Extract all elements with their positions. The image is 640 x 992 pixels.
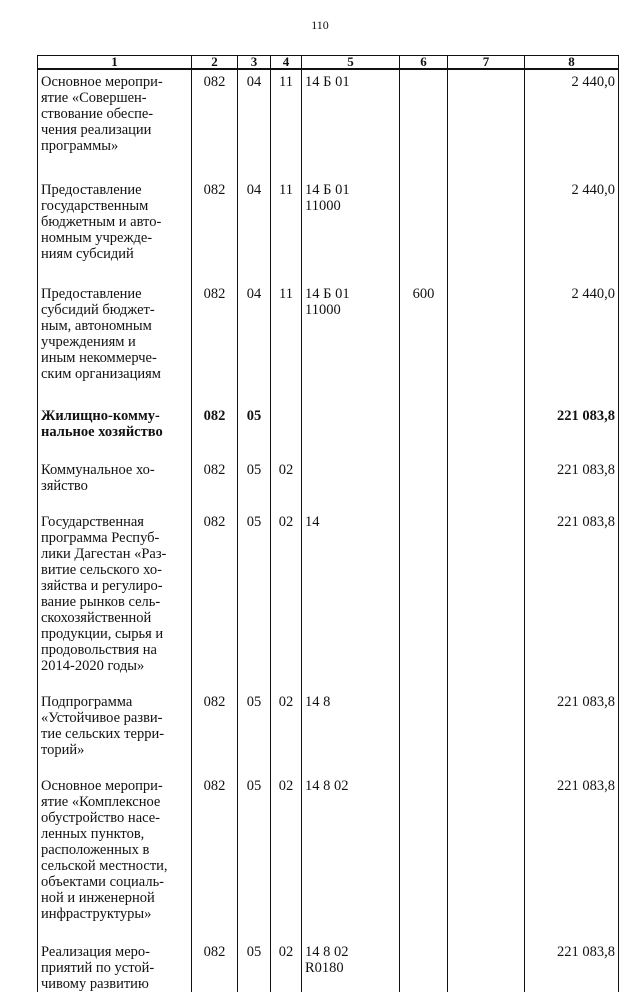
- cell-pr: 11: [271, 286, 302, 408]
- table-row: [38, 408, 619, 462]
- cell-gr: 082: [192, 778, 238, 944]
- cell-amount: 2 440,0: [525, 69, 619, 182]
- cell-pr: 02: [271, 778, 302, 944]
- budget-table: [37, 55, 619, 992]
- cell-col7: [448, 778, 525, 944]
- column-header: 3: [238, 56, 271, 70]
- cell-pr: 02: [271, 514, 302, 694]
- item-name: Реализация меро- приятий по устой- чивому развитию: [38, 944, 192, 992]
- cell-vr: [400, 778, 448, 944]
- cell-vr: [400, 408, 448, 462]
- table-row: [38, 944, 619, 992]
- cell-vr: [400, 944, 448, 992]
- cell-amount: 221 083,8: [525, 462, 619, 514]
- cell-pr: 02: [271, 694, 302, 778]
- cell-col7: [448, 944, 525, 992]
- cell-amount: 221 083,8: [525, 408, 619, 462]
- table-row: [38, 694, 619, 778]
- table-row: [38, 182, 619, 286]
- cell-amount: 2 440,0: [525, 286, 619, 408]
- cell-vr: [400, 462, 448, 514]
- item-name: Жилищно-комму- нальное хозяйство: [38, 408, 192, 462]
- cell-rz: 04: [238, 286, 271, 408]
- item-name: Основное меропри- ятие «Комплексное обустройство насе- ленных пунктов, расположенных в сельской местности, объектами социаль- ной и инженерной инфраструктуры»: [38, 778, 192, 944]
- table-row: [38, 69, 619, 182]
- table-row: [38, 286, 619, 408]
- cell-col7: [448, 408, 525, 462]
- cell-csr: 14 8 02 R0180: [302, 944, 400, 992]
- cell-csr: 14 8: [302, 694, 400, 778]
- cell-vr: [400, 182, 448, 286]
- column-header: 4: [271, 56, 302, 70]
- cell-vr: 600: [400, 286, 448, 408]
- cell-pr: 11: [271, 69, 302, 182]
- item-name: Предоставление государственным бюджетным и авто- номным учрежде- ниям субсидий: [38, 182, 192, 286]
- item-name: Предоставление субсидий бюджет- ным, автономным учреждениям и иным некоммерче- ским организациям: [38, 286, 192, 408]
- item-name: Коммунальное хо- зяйство: [38, 462, 192, 514]
- cell-gr: 082: [192, 944, 238, 992]
- cell-csr: 14 Б 01 11000: [302, 182, 400, 286]
- cell-rz: 05: [238, 462, 271, 514]
- cell-col7: [448, 182, 525, 286]
- cell-csr: 14: [302, 514, 400, 694]
- cell-pr: 11: [271, 182, 302, 286]
- column-header: 2: [192, 56, 238, 70]
- cell-col7: [448, 69, 525, 182]
- cell-rz: 05: [238, 514, 271, 694]
- page-number: 110: [311, 18, 329, 32]
- cell-csr: [302, 462, 400, 514]
- cell-pr: 02: [271, 944, 302, 992]
- cell-rz: 04: [238, 69, 271, 182]
- table-row: [38, 462, 619, 514]
- cell-amount: 221 083,8: [525, 778, 619, 944]
- cell-amount: 221 083,8: [525, 944, 619, 992]
- cell-csr: 14 8 02: [302, 778, 400, 944]
- cell-col7: [448, 462, 525, 514]
- cell-amount: 221 083,8: [525, 694, 619, 778]
- cell-vr: [400, 514, 448, 694]
- cell-rz: 05: [238, 778, 271, 944]
- cell-csr: [302, 408, 400, 462]
- column-header: 8: [525, 56, 619, 70]
- cell-col7: [448, 286, 525, 408]
- cell-vr: [400, 694, 448, 778]
- cell-csr: 14 Б 01: [302, 69, 400, 182]
- cell-pr: 02: [271, 462, 302, 514]
- cell-gr: 082: [192, 514, 238, 694]
- cell-csr: 14 Б 01 11000: [302, 286, 400, 408]
- cell-gr: 082: [192, 408, 238, 462]
- item-name: Подпрограмма «Устойчивое разви- тие сельских терри- торий»: [38, 694, 192, 778]
- column-header: 7: [448, 56, 525, 70]
- table-body: [38, 69, 619, 992]
- cell-gr: 082: [192, 286, 238, 408]
- cell-col7: [448, 694, 525, 778]
- cell-amount: 2 440,0: [525, 182, 619, 286]
- cell-vr: [400, 69, 448, 182]
- column-header: 5: [302, 56, 400, 70]
- table-row: [38, 778, 619, 944]
- column-header: 1: [38, 56, 192, 70]
- cell-rz: 05: [238, 944, 271, 992]
- cell-rz: 05: [238, 408, 271, 462]
- cell-rz: 05: [238, 694, 271, 778]
- cell-pr: [271, 408, 302, 462]
- column-header: 6: [400, 56, 448, 70]
- cell-gr: 082: [192, 694, 238, 778]
- table-row: [38, 514, 619, 694]
- item-name: Основное меропри- ятие «Совершен- ствование обеспе- чения реализации программы»: [38, 69, 192, 182]
- cell-amount: 221 083,8: [525, 514, 619, 694]
- cell-gr: 082: [192, 462, 238, 514]
- cell-col7: [448, 514, 525, 694]
- header-row: [38, 56, 619, 70]
- cell-gr: 082: [192, 69, 238, 182]
- cell-gr: 082: [192, 182, 238, 286]
- cell-rz: 04: [238, 182, 271, 286]
- item-name: Государственная программа Респуб- лики Дагестан «Раз- витие сельского хо- зяйства и регулиро- вание рынков сель- скохозяйственной продукции, сырья и продовольствия на 2014-2020 годы»: [38, 514, 192, 694]
